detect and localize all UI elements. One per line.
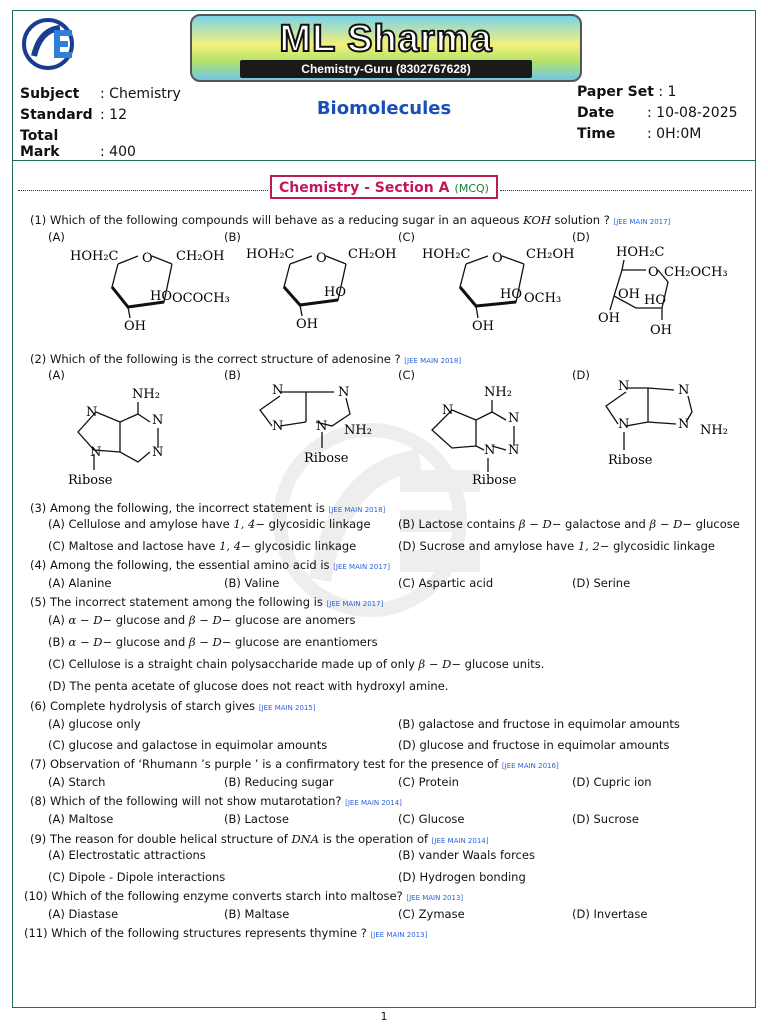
brand-subtitle: Chemistry-Guru (8302767628) bbox=[240, 60, 532, 78]
question-number: (10) bbox=[24, 889, 48, 903]
option-b[interactable]: (B) Lactose bbox=[224, 812, 289, 826]
question-math: KOH bbox=[523, 213, 551, 227]
option-d[interactable]: (D) glucose and fructose in equimolar amounts bbox=[398, 738, 670, 752]
document-title: Biomolecules bbox=[316, 98, 452, 119]
exam-tag: [JEE MAIN 2015] bbox=[258, 704, 316, 712]
option-c[interactable]: (C) Maltose and lactose have 1, 4− glycosidic linkage bbox=[48, 539, 357, 553]
question-text: solution ? bbox=[550, 213, 610, 227]
question-number: (7) bbox=[30, 757, 47, 771]
svg-text:N: N bbox=[86, 405, 98, 420]
option-b[interactable]: (B) Maltase bbox=[224, 907, 290, 921]
option-a[interactable]: (A) α − D− glucose and β − D− glucose are anomers bbox=[48, 613, 356, 627]
svg-text:N: N bbox=[508, 411, 520, 426]
svg-text:OH: OH bbox=[124, 319, 146, 334]
question-number: (3) bbox=[30, 501, 47, 515]
svg-text:O: O bbox=[492, 251, 503, 266]
question-8 bbox=[30, 794, 402, 808]
svg-text:N: N bbox=[90, 445, 102, 460]
exam-tag: [JEE MAIN 2014] bbox=[345, 799, 402, 807]
exam-tag: [JEE MAIN 2018] bbox=[328, 506, 386, 514]
question-text: Among the following, the incorrect statement is bbox=[49, 501, 325, 515]
svg-text:CH₂OH: CH₂OH bbox=[176, 249, 225, 264]
svg-text:HO: HO bbox=[500, 287, 522, 302]
section-mode: (MCQ) bbox=[454, 182, 489, 195]
svg-text:Ribose: Ribose bbox=[68, 473, 113, 488]
svg-text:N: N bbox=[152, 445, 164, 460]
svg-text:N: N bbox=[442, 403, 454, 418]
paper-set-row bbox=[577, 84, 676, 100]
question-text: Which of the following compounds will behave as a reducing sugar in an aqueous bbox=[49, 213, 524, 227]
furanose-structure-b bbox=[244, 242, 414, 337]
option-label[interactable]: (C) bbox=[398, 230, 416, 244]
svg-text:N: N bbox=[678, 417, 690, 432]
svg-text:N: N bbox=[484, 443, 496, 458]
svg-text:OCOCH₃: OCOCH₃ bbox=[172, 291, 230, 306]
svg-text:HOH₂C: HOH₂C bbox=[616, 245, 665, 260]
section-dots-right bbox=[500, 190, 752, 191]
option-b[interactable]: (B) vander Waals forces bbox=[398, 848, 535, 862]
option-a[interactable]: (A) Cellulose and amylose have 1, 4− glycosidic linkage bbox=[48, 517, 371, 531]
question-5 bbox=[30, 595, 383, 609]
brand-title: ML Sharma bbox=[279, 18, 493, 60]
svg-text:O: O bbox=[316, 251, 327, 266]
svg-text:N: N bbox=[316, 419, 328, 434]
brand-logo-icon bbox=[20, 16, 84, 72]
purine-structure-b bbox=[250, 382, 390, 482]
svg-text:N: N bbox=[508, 443, 520, 458]
question-number: (2) bbox=[30, 352, 47, 366]
svg-text:NH₂: NH₂ bbox=[700, 423, 728, 438]
svg-text:HO: HO bbox=[644, 293, 666, 308]
svg-text:CH₂OH: CH₂OH bbox=[348, 247, 397, 262]
question-text: Complete hydrolysis of starch gives bbox=[49, 699, 256, 713]
exam-tag: [JEE MAIN 2017] bbox=[613, 218, 671, 226]
date-label: Date bbox=[577, 105, 615, 121]
question-2 bbox=[30, 352, 461, 366]
option-b[interactable]: (B) Reducing sugar bbox=[224, 775, 334, 789]
svg-text:N: N bbox=[618, 417, 630, 432]
option-c[interactable]: (C) Dipole - Dipole interactions bbox=[48, 870, 226, 884]
option-d[interactable]: (D) Sucrose and amylose have 1, 2− glycosidic linkage bbox=[398, 539, 715, 553]
option-a[interactable]: (A) Electrostatic attractions bbox=[48, 848, 206, 862]
time-value: : 0H:0M bbox=[647, 126, 702, 142]
exam-tag: [JEE MAIN 2017] bbox=[333, 563, 390, 571]
section-title: Chemistry - Section A bbox=[279, 180, 450, 196]
question-text: is the operation of bbox=[319, 832, 429, 846]
option-a[interactable]: (A) Alanine bbox=[48, 576, 112, 590]
time-label: Time bbox=[577, 126, 616, 142]
question-number: (1) bbox=[30, 213, 47, 227]
option-d[interactable]: (D) Invertase bbox=[572, 907, 648, 921]
time-row bbox=[577, 126, 701, 142]
svg-text:HOH₂C: HOH₂C bbox=[70, 249, 119, 264]
date-value: : 10-08-2025 bbox=[647, 105, 738, 121]
standard-row bbox=[20, 107, 127, 123]
question-math: DNA bbox=[291, 832, 320, 846]
option-c[interactable]: (C) Aspartic acid bbox=[398, 576, 494, 590]
option-d[interactable]: (D) Cupric ion bbox=[572, 775, 652, 789]
total-mark-label: Total Mark bbox=[20, 128, 60, 160]
option-a[interactable]: (A) Maltose bbox=[48, 812, 114, 826]
paper-set-value: : 1 bbox=[658, 84, 677, 100]
question-number: (8) bbox=[30, 794, 47, 808]
svg-text:OH: OH bbox=[472, 319, 494, 334]
svg-text:N: N bbox=[678, 383, 690, 398]
svg-text:NH₂: NH₂ bbox=[484, 385, 512, 400]
option-label[interactable]: (A) bbox=[48, 368, 65, 382]
option-c[interactable]: (C) Glucose bbox=[398, 812, 465, 826]
option-a[interactable]: (A) glucose only bbox=[48, 717, 141, 731]
exam-tag: [JEE MAIN 2017] bbox=[326, 600, 384, 608]
question-text: Which of the following is the correct structure of adenosine ? bbox=[49, 352, 401, 366]
date-row bbox=[577, 105, 738, 121]
section-dots-left bbox=[18, 190, 268, 191]
subject-row bbox=[20, 86, 181, 102]
brand-banner bbox=[190, 14, 582, 82]
total-mark-value: : 400 bbox=[100, 144, 136, 160]
svg-text:OH: OH bbox=[296, 317, 318, 332]
option-b[interactable]: (B) galactose and fructose in equimolar amounts bbox=[398, 717, 680, 731]
svg-text:Ribose: Ribose bbox=[472, 473, 517, 488]
svg-text:N: N bbox=[152, 413, 164, 428]
svg-text:NH₂: NH₂ bbox=[132, 387, 160, 402]
pyranose-structure-d bbox=[596, 240, 761, 340]
question-10 bbox=[24, 889, 463, 903]
option-label[interactable]: (B) bbox=[224, 230, 241, 244]
svg-text:O: O bbox=[142, 251, 153, 266]
question-1 bbox=[30, 213, 670, 227]
option-c[interactable]: (C) Cellulose is a straight chain polysaccharide made up of only β − D− glucose units. bbox=[48, 657, 545, 671]
svg-text:Ribose: Ribose bbox=[608, 453, 653, 468]
option-a[interactable]: (A) Starch bbox=[48, 775, 106, 789]
question-3 bbox=[30, 501, 385, 515]
svg-text:Ribose: Ribose bbox=[304, 451, 349, 466]
svg-text:N: N bbox=[618, 379, 630, 394]
svg-text:OH: OH bbox=[598, 311, 620, 326]
exam-tag: [JEE MAIN 2013] bbox=[370, 931, 428, 939]
furanose-structure-c bbox=[420, 242, 590, 337]
svg-text:HOH₂C: HOH₂C bbox=[422, 247, 471, 262]
question-number: (6) bbox=[30, 699, 47, 713]
option-d[interactable]: (D) Serine bbox=[572, 576, 631, 590]
question-text: Observation of ‘Rhumann ’s purple ’ is a confirmatory test for the presence of bbox=[49, 757, 499, 771]
question-text: The incorrect statement among the following is bbox=[49, 595, 323, 609]
option-b[interactable]: (B) Lactose contains β − D− galactose and β − D− glucose bbox=[398, 517, 740, 531]
question-number: (11) bbox=[24, 926, 48, 940]
svg-text:O: O bbox=[648, 265, 659, 280]
option-c[interactable]: (C) glucose and galactose in equimolar amounts bbox=[48, 738, 328, 752]
exam-tag: [JEE MAIN 2018] bbox=[404, 357, 462, 365]
option-d[interactable]: (D) Hydrogen bonding bbox=[398, 870, 526, 884]
option-c[interactable]: (C) Protein bbox=[398, 775, 459, 789]
option-a[interactable]: (A) Diastase bbox=[48, 907, 119, 921]
question-11 bbox=[24, 926, 427, 940]
question-text: The reason for double helical structure of bbox=[49, 832, 292, 846]
question-9 bbox=[30, 832, 488, 846]
exam-tag: [JEE MAIN 2013] bbox=[406, 894, 464, 902]
svg-text:HOH₂C: HOH₂C bbox=[246, 247, 295, 262]
svg-text:CH₂OH: CH₂OH bbox=[526, 247, 575, 262]
question-number: (9) bbox=[30, 832, 47, 846]
question-number: (5) bbox=[30, 595, 47, 609]
section-heading bbox=[270, 175, 498, 199]
svg-text:OH: OH bbox=[650, 323, 672, 338]
option-label[interactable]: (C) bbox=[398, 368, 416, 382]
option-c[interactable]: (C) Zymase bbox=[398, 907, 465, 921]
option-b[interactable]: (B) Valine bbox=[224, 576, 280, 590]
standard-value: : 12 bbox=[100, 107, 127, 123]
furanose-structure-a bbox=[68, 242, 238, 337]
exam-tag: [JEE MAIN 2014] bbox=[431, 837, 489, 845]
header-divider bbox=[12, 160, 756, 161]
purine-structure-a bbox=[64, 382, 174, 490]
question-number: (4) bbox=[30, 558, 47, 572]
svg-text:N: N bbox=[338, 385, 350, 400]
question-4 bbox=[30, 558, 390, 572]
svg-text:HO: HO bbox=[150, 289, 172, 304]
svg-text:N: N bbox=[272, 383, 284, 398]
option-label[interactable]: (A) bbox=[48, 230, 65, 244]
option-b[interactable]: (B) α − D− glucose and β − D− glucose are enantiomers bbox=[48, 635, 378, 649]
question-6 bbox=[30, 699, 316, 713]
svg-text:NH₂: NH₂ bbox=[344, 423, 372, 438]
svg-text:OH: OH bbox=[618, 287, 640, 302]
subject-label: Subject bbox=[20, 86, 80, 102]
purine-structure-d bbox=[596, 378, 736, 468]
option-d[interactable]: (D) Sucrose bbox=[572, 812, 639, 826]
question-text: Which of the following structures represents thymine ? bbox=[51, 926, 367, 940]
subject-value: : Chemistry bbox=[100, 86, 181, 102]
standard-label: Standard bbox=[20, 107, 93, 123]
question-text: Which of the following enzyme converts starch into maltose? bbox=[51, 889, 403, 903]
option-label[interactable]: (D) bbox=[572, 368, 590, 382]
question-text: Among the following, the essential amino acid is bbox=[49, 558, 330, 572]
option-d[interactable]: (D) The penta acetate of glucose does not react with hydroxyl amine. bbox=[48, 679, 449, 693]
option-label[interactable]: (B) bbox=[224, 368, 241, 382]
svg-text:OCH₃: OCH₃ bbox=[524, 291, 562, 306]
paper-set-label: Paper Set bbox=[577, 84, 654, 100]
exam-tag: [JEE MAIN 2016] bbox=[501, 762, 559, 770]
page-number: 1 bbox=[380, 1010, 388, 1023]
svg-text:HO: HO bbox=[324, 285, 346, 300]
option-label[interactable]: (D) bbox=[572, 230, 590, 244]
svg-text:N: N bbox=[272, 419, 284, 434]
total-mark-row bbox=[20, 128, 136, 160]
svg-text:CH₂OCH₃: CH₂OCH₃ bbox=[664, 265, 728, 280]
purine-structure-c bbox=[420, 380, 530, 492]
question-7 bbox=[30, 757, 559, 771]
question-text: Which of the following will not show mutarotation? bbox=[49, 794, 342, 808]
